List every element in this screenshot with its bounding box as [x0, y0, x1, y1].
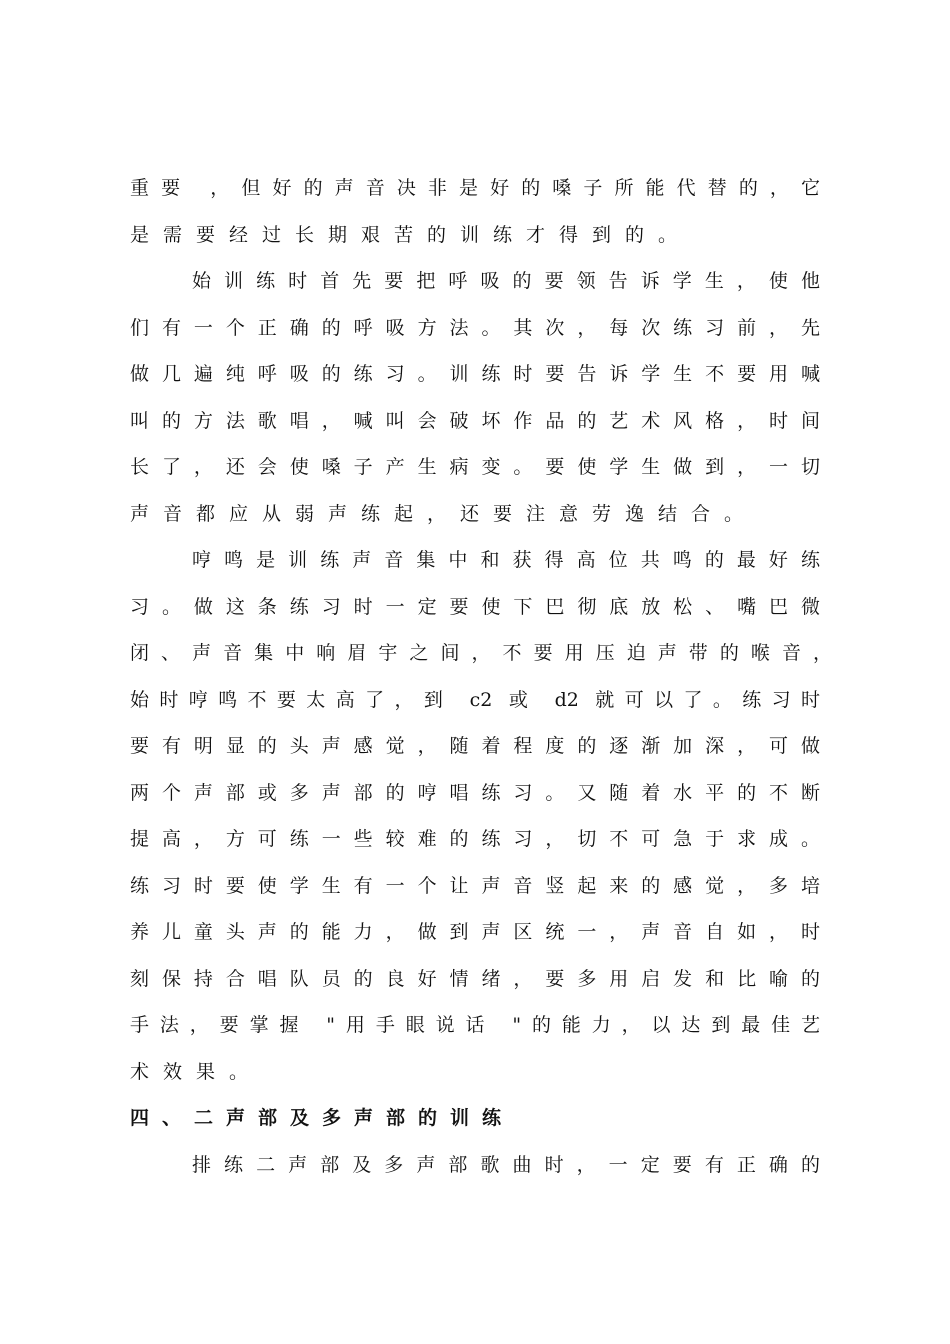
text-line: 两个声部或多声部的哼唱练习。又随着水平的不断: [130, 782, 820, 804]
text-line: 习。做这条练习时一定要使下巴彻底放松、嘴巴微: [130, 596, 820, 618]
text-line: 们有一个正确的呼吸方法。其次，每次练习前，先: [130, 317, 820, 339]
text-line: 长了，还会使嗓子产生病变。要使学生做到，一切: [130, 456, 820, 478]
text-line: 做几遍纯呼吸的练习。训练时要告诉学生不要用喊: [130, 363, 820, 385]
text-line: 闭、声音集中响眉宇之间，不要用压迫声带的喉音，: [130, 642, 832, 664]
text-line: 提高，方可练一些较难的练习，切不可急于求成。: [130, 828, 820, 850]
text-line: 重要 ，但好的声音决非是好的嗓子所能代替的，它: [130, 177, 820, 199]
text-line: 声音都应从弱声练起，还要注意劳逸结合。: [130, 503, 758, 525]
text-line: 刻保持合唱队员的良好情绪，要多用启发和比喻的: [130, 968, 820, 990]
text-line: 是需要经过长期艰苦的训练才得到的。: [130, 224, 692, 246]
text-line: 始时哼鸣不要太高了，到 c2 或 d2 就可以了。练习时: [130, 689, 820, 711]
text-line: 术效果。: [130, 1061, 263, 1083]
text-line: 要有明显的头声感觉，随着程度的逐渐加深，可做: [130, 735, 820, 757]
paragraph-start-line: 排练二声部及多声部歌曲时，一定要有正确的: [192, 1154, 820, 1176]
paragraph-start-line: 哼鸣是训练声音集中和获得高位共鸣的最好练: [192, 549, 820, 571]
text-line: 叫的方法歌唱，喊叫会破坏作品的艺术风格，时间: [130, 410, 820, 432]
text-line: 练习时要使学生有一个让声音竖起来的感觉，多培: [130, 875, 820, 897]
text-line: 手法，要掌握 "用手眼说话 "的能力，以达到最佳艺: [130, 1014, 820, 1036]
paragraph-start-line: 始训练时首先要把呼吸的要领告诉学生，使他: [192, 270, 820, 292]
text-line: 养儿童头声的能力，做到声区统一，声音自如，时: [130, 921, 820, 943]
section-heading: 四、二声部及多声部的训练: [130, 1107, 515, 1129]
